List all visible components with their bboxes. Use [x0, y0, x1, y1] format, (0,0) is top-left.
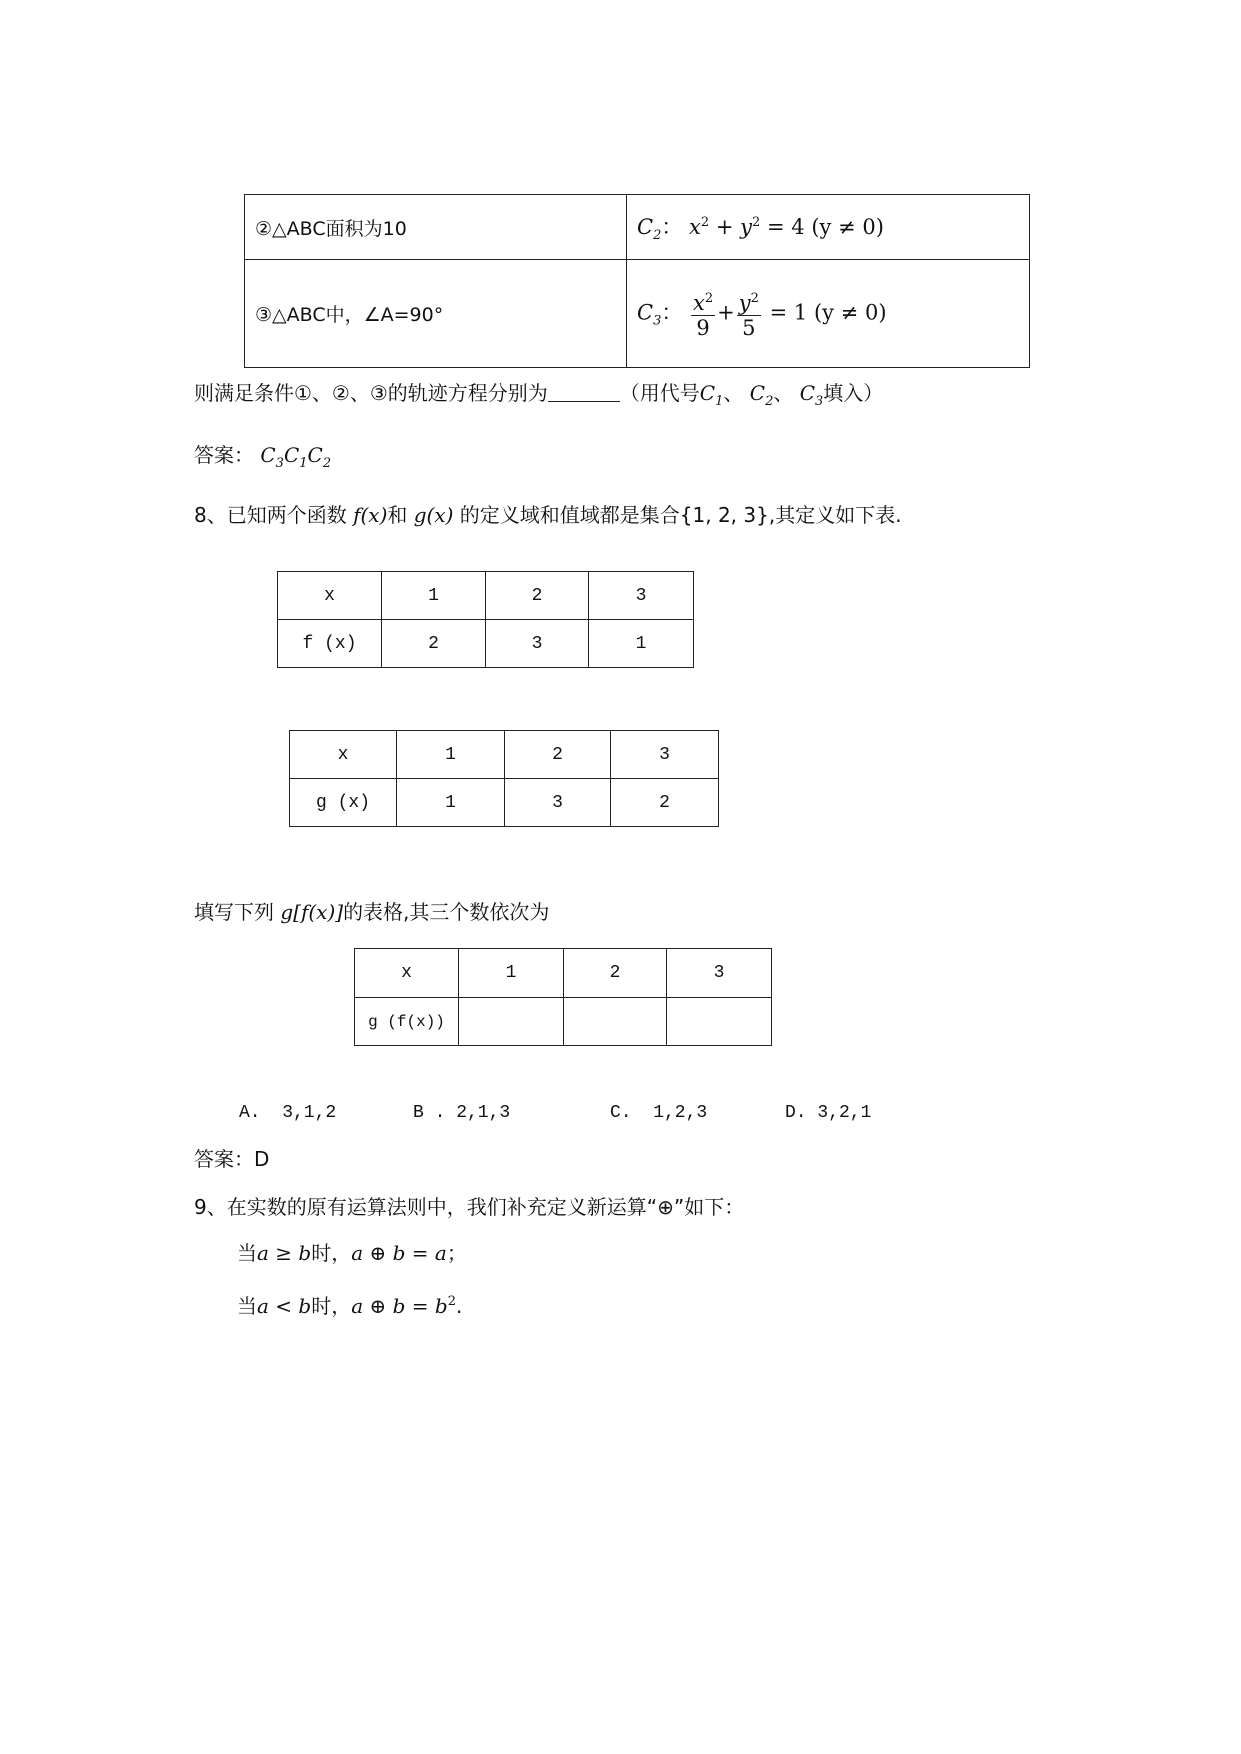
rule-exponent: 2 — [447, 1294, 456, 1309]
table-header-row — [290, 731, 719, 779]
q7-prompt-line — [194, 381, 883, 414]
restriction: (y ≠ 0) — [813, 300, 887, 325]
q7-prompt: 则满足条件①、②、③的轨迹方程分别为 — [194, 381, 548, 405]
equation-rhs: = 4 — [767, 215, 805, 239]
value-cell: 1 — [397, 779, 505, 827]
equation-rhs: = 1 — [769, 300, 808, 325]
q8-fill-prompt — [194, 900, 549, 924]
answer-label: 答案： — [194, 443, 254, 467]
condition-3-text: ③△ABC中，∠A=90° — [255, 304, 444, 326]
option-b: B . 2,1,3 — [413, 1103, 511, 1123]
fraction-x2-over-9 — [691, 287, 715, 340]
condition-3-cell — [245, 260, 627, 368]
row-label-cell: g (x) — [290, 779, 397, 827]
curve-subscript: 3 — [653, 313, 662, 329]
table-row — [278, 620, 694, 668]
q9-rule-1 — [237, 1241, 467, 1265]
header-cell: 2 — [486, 572, 589, 620]
header-cell: x — [355, 949, 459, 998]
q8-stem-suffix: 的定义域和值域都是集合{1, 2, 3},其定义如下表. — [459, 503, 902, 527]
curve-label: C — [637, 215, 654, 239]
q7-hint-suffix: 填入） — [823, 381, 884, 405]
answer-blank — [548, 383, 620, 402]
equation-x: x — [689, 215, 701, 239]
plus-sign: + — [717, 300, 735, 325]
denominator-5: 5 — [742, 316, 756, 340]
rule-condition: a ≥ b — [257, 1241, 312, 1265]
header-cell: x — [290, 731, 397, 779]
c-subscript: 1 — [299, 456, 308, 471]
c-subscript: 3 — [275, 456, 284, 471]
q8-stem-prefix: 8、已知两个函数 — [194, 503, 347, 527]
f-table — [277, 571, 694, 668]
curve-c3-cell — [627, 260, 1030, 368]
function-g: g(x) — [413, 503, 454, 527]
separator: ： — [661, 215, 683, 239]
c-label: C — [307, 443, 323, 467]
rule-prefix: 当 — [237, 1294, 257, 1318]
fraction-y2-over-5 — [737, 287, 761, 340]
conditions-table — [244, 194, 1030, 368]
value-cell: 1 — [589, 620, 694, 668]
c-subscript: 3 — [815, 394, 824, 409]
rule-end: . — [455, 1294, 463, 1318]
exponent: 2 — [700, 215, 710, 230]
c-subscript: 2 — [765, 394, 774, 409]
denominator-9: 9 — [696, 316, 710, 340]
option-a: A. 3,1,2 — [239, 1103, 337, 1123]
q9-rule-2 — [237, 1290, 462, 1318]
gf-table — [354, 948, 772, 1046]
curve-subscript: 2 — [653, 228, 662, 243]
header-cell: 2 — [564, 949, 667, 998]
table-header-row — [278, 572, 694, 620]
and-text: 和 — [387, 503, 408, 527]
rule-expression: a ⊕ b = a — [351, 1241, 447, 1265]
curve-label: C — [637, 300, 654, 325]
g-table — [289, 730, 719, 827]
header-cell: x — [278, 572, 382, 620]
value-cell: 3 — [486, 620, 589, 668]
q7-answer-line — [194, 443, 331, 476]
c-label: C — [283, 443, 300, 467]
separator: 、 — [723, 381, 744, 405]
row-label-cell: f (x) — [278, 620, 382, 668]
value-cell: 2 — [382, 620, 486, 668]
option-c: C. 1,2,3 — [610, 1103, 708, 1123]
value-cell: 2 — [611, 779, 719, 827]
separator: 、 — [773, 381, 794, 405]
blank-cell[interactable] — [564, 998, 667, 1046]
table-row — [290, 779, 719, 827]
q9-stem: 9、在实数的原有运算法则中，我们补充定义新运算“⊕”如下： — [194, 1195, 745, 1219]
rule-expression: a ⊕ b = b — [351, 1294, 448, 1318]
header-cell: 3 — [589, 572, 694, 620]
function-f: f(x) — [353, 503, 388, 527]
c-subscript: 1 — [715, 394, 724, 409]
q7-hint-prefix: （用代号 — [619, 381, 700, 405]
c-label: C — [260, 443, 276, 467]
header-cell: 3 — [611, 731, 719, 779]
table-row — [245, 260, 1030, 368]
composite-function: g[f(x)] — [280, 900, 344, 924]
table-row — [355, 998, 772, 1046]
blank-cell[interactable] — [459, 998, 564, 1046]
c-label: C — [749, 381, 766, 405]
rule-prefix: 当 — [237, 1241, 257, 1265]
header-cell: 3 — [667, 949, 772, 998]
rule-mid: 时， — [311, 1241, 352, 1265]
separator: ： — [661, 300, 683, 325]
c-subscript: 2 — [322, 456, 332, 471]
table-header-row — [355, 949, 772, 998]
table-row — [245, 195, 1030, 260]
c-label: C — [699, 381, 716, 405]
q8-stem — [194, 503, 902, 527]
header-cell: 1 — [397, 731, 505, 779]
blank-cell[interactable] — [667, 998, 772, 1046]
header-cell: 1 — [459, 949, 564, 998]
c-label: C — [799, 381, 816, 405]
header-cell: 1 — [382, 572, 486, 620]
numerator-y: y — [738, 291, 751, 315]
restriction: (y ≠ 0) — [811, 215, 884, 239]
plus-sign: + — [715, 215, 734, 239]
fill-prefix: 填写下列 — [194, 900, 274, 924]
option-d: D. 3,2,1 — [785, 1103, 872, 1123]
fill-suffix: 的表格,其三个数依次为 — [343, 900, 550, 924]
q8-answer: 答案：D — [194, 1147, 270, 1171]
exponent: 2 — [752, 215, 761, 230]
value-cell: 3 — [505, 779, 611, 827]
rule-condition: a < b — [257, 1294, 312, 1318]
numerator-x: x — [693, 291, 705, 315]
equation-y: y — [740, 215, 753, 239]
condition-2-cell — [245, 195, 627, 260]
rule-mid: 时， — [311, 1294, 352, 1318]
rule-end: ； — [446, 1241, 467, 1265]
header-cell: 2 — [505, 731, 611, 779]
exponent: 2 — [750, 291, 759, 306]
curve-c2-cell — [627, 195, 1030, 260]
row-label-cell: g (f(x)) — [355, 998, 459, 1046]
exponent: 2 — [704, 291, 714, 306]
condition-2-text: ②△ABC面积为10 — [255, 217, 407, 240]
